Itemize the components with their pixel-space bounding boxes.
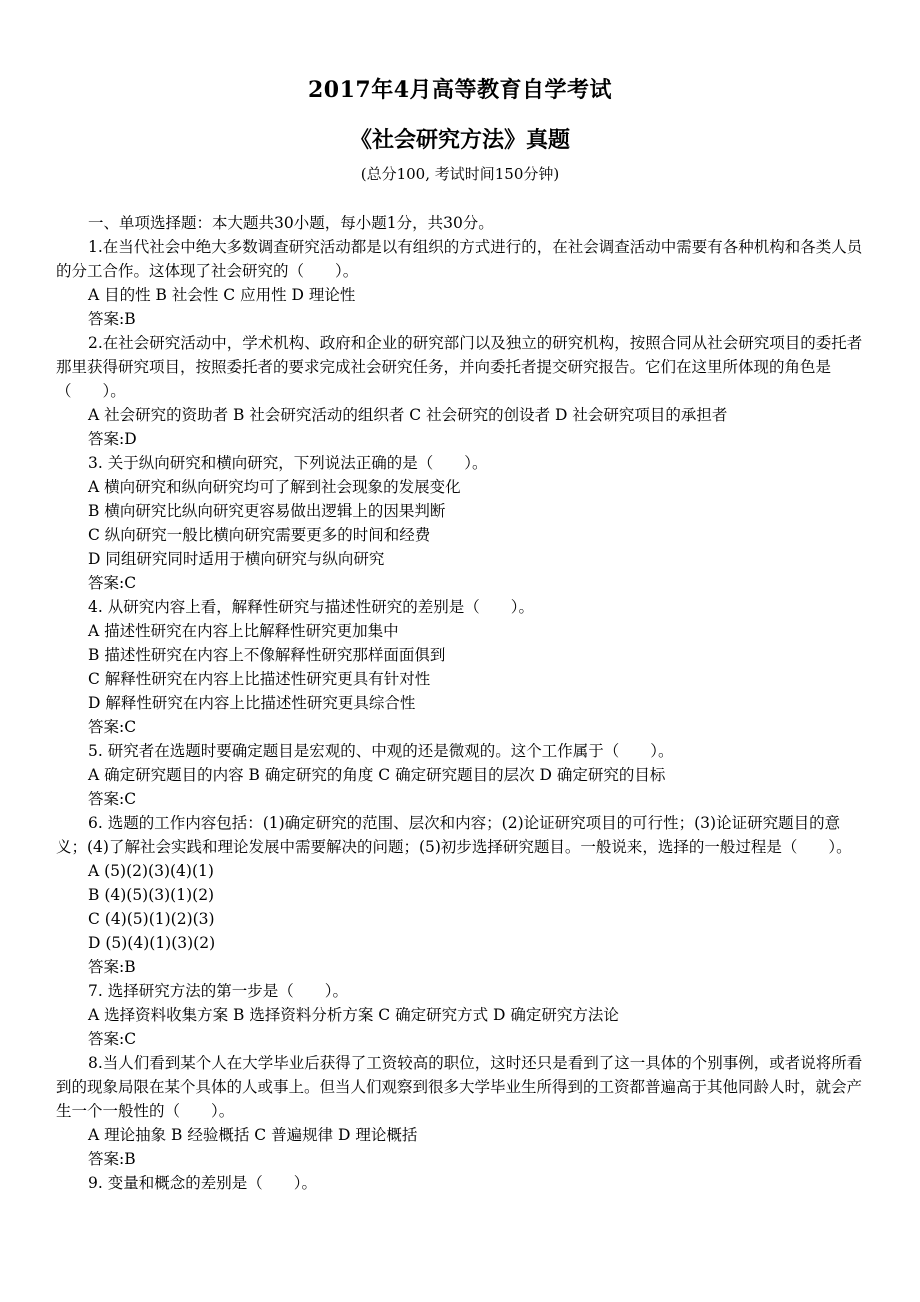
question-answer: 答案:C (88, 574, 137, 592)
question-option: C 纵向研究一般比横向研究需要更多的时间和经费 (88, 526, 431, 544)
question-stem: 1.在当代社会中绝大多数调查研究活动都是以有组织的方式进行的，在社会调查活动中需要有各种机构和各类人员的分工合作。这体现了社会研究的（ ）。 (56, 238, 863, 280)
question-stem: 3. 关于纵向研究和横向研究，下列说法正确的是（ ）。 (88, 454, 488, 472)
exam-info: (总分100, 考试时间150分钟) (360, 165, 560, 183)
question-answer: 答案:B (88, 1150, 136, 1168)
question-option: D 解释性研究在内容上比描述性研究更具综合性 (88, 694, 416, 712)
question-answer: 答案:C (88, 790, 137, 808)
section-heading: 一、单项选择题：本大题共30小题，每小题1分，共30分。 (88, 214, 494, 232)
question-answer: 答案:B (88, 958, 136, 976)
question-options: A 选择资料收集方案 B 选择资料分析方案 C 确定研究方式 D 确定研究方法论 (88, 1006, 619, 1024)
question-option: C (4)(5)(1)(2)(3) (88, 910, 215, 928)
question-stem: 2.在社会研究活动中，学术机构、政府和企业的研究部门以及独立的研究机构，按照合同从社会研究项目的委托者那里获得研究项目，按照委托者的要求完成社会研究任务，并向委托者提交研究报告。它们在这里所体现的角色是（ ）。 (56, 334, 863, 400)
exam-content (56, 211, 870, 1195)
question-option: A 描述性研究在内容上比解释性研究更加集中 (88, 622, 399, 640)
question-options: A 确定研究题目的内容 B 确定研究的角度 C 确定研究题目的层次 D 确定研究的目标 (88, 766, 666, 784)
question-option: B 横向研究比纵向研究更容易做出逻辑上的因果判断 (88, 502, 446, 520)
question-option: A (5)(2)(3)(4)(1) (88, 862, 214, 880)
question-answer: 答案:C (88, 718, 137, 736)
document-subtitle: 《社会研究方法》真题 (349, 127, 570, 153)
question-stem: 8.当人们看到某个人在大学毕业后获得了工资较高的职位，这时还只是看到了这一具体的个别事例，或者说将所看到的现象局限在某个具体的人或事上。但当人们观察到很多大学毕业生所得到的工资都普遍高于其他同龄人时，就会产生一个一般性的（ ）。 (56, 1054, 863, 1120)
question-answer: 答案:B (88, 310, 136, 328)
question-options: A 理论抽象 B 经验概括 C 普遍规律 D 理论概括 (88, 1126, 418, 1144)
question-options: A 社会研究的资助者 B 社会研究活动的组织者 C 社会研究的创设者 D 社会研究项目的承担者 (88, 406, 728, 424)
question-stem: 5. 研究者在选题时要确定题目是宏观的、中观的还是微观的。这个工作属于（ ）。 (88, 742, 674, 760)
question-options: A 目的性 B 社会性 C 应用性 D 理论性 (88, 286, 356, 304)
question-stem: 7. 选择研究方法的第一步是（ ）。 (88, 982, 348, 1000)
question-option: B (4)(5)(3)(1)(2) (88, 886, 215, 904)
question-option: A 横向研究和纵向研究均可了解到社会现象的发展变化 (88, 478, 461, 496)
question-stem: 9. 变量和概念的差别是（ ）。 (88, 1174, 317, 1192)
question-stem: 6. 选题的工作内容包括：(1)确定研究的范围、层次和内容；(2)论证研究项目的可行性；(3)论证研究题目的意义；(4)了解社会实践和理论发展中需要解决的问题；(5)初步选择研究题目。一般说来，选择的一般过程是（ ）。 (56, 814, 852, 856)
question-answer: 答案:C (88, 1030, 137, 1048)
question-option: B 描述性研究在内容上不像解释性研究那样面面俱到 (88, 646, 446, 664)
question-option: D 同组研究同时适用于横向研究与纵向研究 (88, 550, 385, 568)
question-option: D (5)(4)(1)(3)(2) (88, 934, 216, 952)
document-title: 2017年4月高等教育自学考试 (307, 77, 613, 103)
question-option: C 解释性研究在内容上比描述性研究更具有针对性 (88, 670, 431, 688)
question-answer: 答案:D (88, 430, 137, 448)
question-stem: 4. 从研究内容上看，解释性研究与描述性研究的差别是（ ）。 (88, 598, 534, 616)
